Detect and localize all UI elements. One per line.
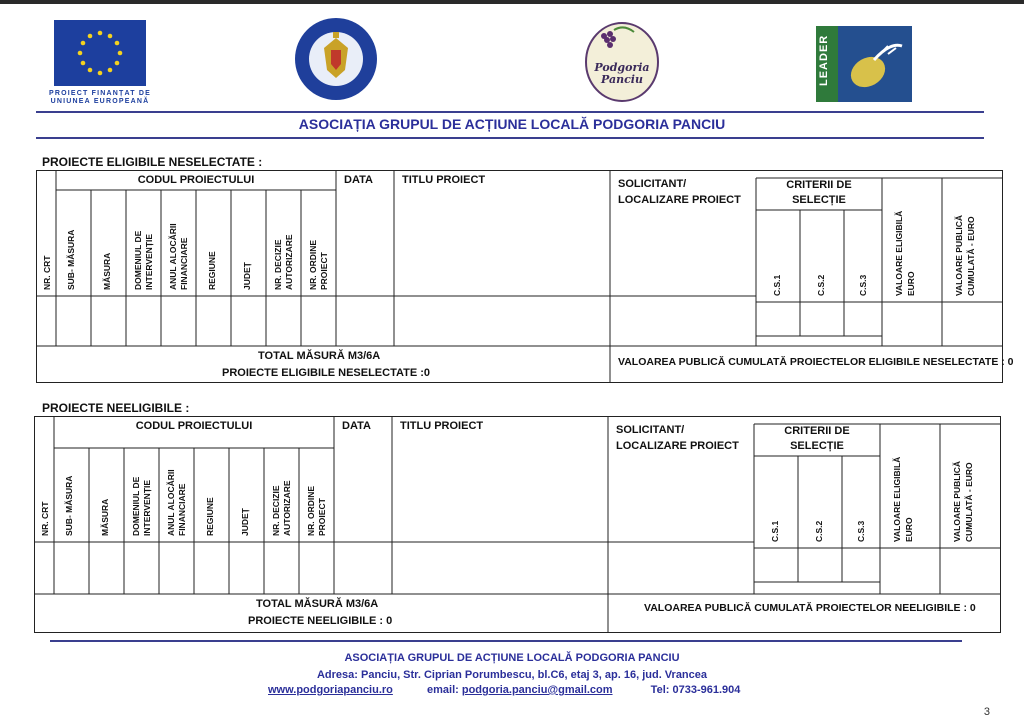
eu-caption-line2: UNIUNEA EUROPEANĂ [50,98,150,105]
gal-logo-text: Podgoria Panciu [594,61,650,86]
col-titlu-proiect: TITLU PROIECT [400,420,484,432]
col-valoare-publica-line2: CUMULATĂ - EURO [966,216,976,296]
ministry-seal-logo [293,16,379,102]
col-cs1: C.S.1 [772,274,782,296]
col-data: DATA [344,174,373,186]
col-judet: JUDEȚ [242,262,252,290]
col-regiune: REGIUNE [207,251,217,290]
section-title-neeligibile: PROIECTE NEELIGIBILE : [42,401,190,415]
col-decizie-line2: AUTORIZARE [282,480,292,536]
col-data: DATA [342,420,371,432]
total-masura-label: TOTAL MĂSURĂ M3/6A [256,598,379,610]
gal-podgoria-logo [584,22,660,102]
col-codul-proiectului: CODUL PROIECTULUI [137,174,255,186]
col-solicitant-line2: LOCALIZARE PROIECT [616,440,739,452]
total-proiecte-count: PROIECTE ELIGIBILE NESELECTATE :0 [222,367,431,379]
telephone: Tel: 0733-961.904 [650,684,741,696]
col-valoare-publica-line2: CUMULATĂ - EURO [964,462,974,542]
col-cs1: C.S.1 [770,520,780,542]
email-label: email: [427,684,459,696]
col-nr-crt: NR. CRT [42,255,52,290]
col-decizie-line1: NR. DECIZIE [271,485,281,536]
header-rule-bottom [36,137,984,139]
table-neeligibile [34,416,1002,634]
col-domeniul-line2: INTERVENȚIE [142,479,152,536]
col-ordine-line2: PROIECT [319,252,329,290]
eu-flag-logo [54,20,146,86]
leader-text: LEADER [818,34,830,86]
total-proiecte-count: PROIECTE NEELIGIBILE : 0 [248,615,393,627]
eu-caption-line1: PROIECT FINANȚAT DE [48,90,151,97]
footer-contacts [268,684,740,696]
col-domeniul-line1: DOMENIUL DE [131,476,141,536]
col-criterii-line2: SELECȚIE [792,194,846,206]
table-eligibile-neselectate [36,170,1014,384]
col-ordine-line2: PROIECT [317,498,327,536]
col-masura: MĂSURA [102,252,112,290]
eu-caption [48,90,152,106]
col-valoare-publica-line1: VALOARE PUBLICĂ [952,460,962,542]
leader-emblem-icon [816,26,912,102]
col-nr-crt: NR. CRT [40,501,50,536]
scan-top-edge [0,0,1024,4]
col-criterii-line2: SELECȚIE [790,440,844,452]
footer-address: Adresa: Panciu, Str. Ciprian Porumbescu, bl.C6, etaj 3, ap. 16, jud. Vrancea [316,669,708,681]
ministry-seal-icon [293,16,379,102]
col-valoare-eligibila-line1: VALOARE ELIGIBILĂ [892,456,902,542]
col-decizie-line1: NR. DECIZIE [273,239,283,290]
col-cs2: C.S.2 [816,274,826,296]
col-anul-line2: FINANCIARE [177,483,187,536]
page-number: 3 [983,706,990,718]
col-regiune: REGIUNE [205,497,215,536]
col-ordine-line1: NR. ORDINE [308,239,318,290]
header-rule-top [36,111,984,113]
col-titlu-proiect: TITLU PROIECT [402,174,486,186]
col-ordine-line1: NR. ORDINE [306,485,316,536]
col-valoare-eligibila-line2: EURO [906,271,916,296]
col-anul-line1: ANUL ALOCĂRII [166,469,176,536]
email-link[interactable]: podgoria.panciu@gmail.com [461,684,613,696]
website-link[interactable]: www.podgoriapanciu.ro [268,684,393,696]
eu-stars-icon [54,20,146,86]
col-valoare-eligibila-line1: VALOARE ELIGIBILĂ [894,210,904,296]
col-masura: MĂSURA [100,498,110,536]
col-anul-line1: ANUL ALOCĂRII [168,223,178,290]
col-codul-proiectului: CODUL PROIECTULUI [135,420,253,432]
col-domeniul-line1: DOMENIUL DE [133,230,143,290]
col-cs3: C.S.3 [858,274,868,296]
col-decizie-line2: AUTORIZARE [284,234,294,290]
col-valoare-eligibila-line2: EURO [904,517,914,542]
valoarea-publica-cumulata: VALOAREA PUBLICĂ CUMULATĂ PROIECTELOR ELIGIBILE NESELECTATE : 0 [618,356,1014,368]
col-valoare-publica-line1: VALOARE PUBLICĂ [954,214,964,296]
ministry-seal-text [293,16,294,17]
col-criterii-line1: CRITERII DE [786,179,852,191]
col-anul-line2: FINANCIARE [179,237,189,290]
col-sub-masura: SUB- MĂSURA [66,229,76,290]
association-title: ASOCIAȚIA GRUPUL DE ACȚIUNE LOCALĂ PODGORIA PANCIU [298,116,726,132]
footer-association: ASOCIAȚIA GRUPUL DE ACȚIUNE LOCALĂ PODGORIA PANCIU [344,652,680,664]
valoarea-publica-cumulata: VALOAREA PUBLICĂ CUMULATĂ PROIECTELOR NEELIGIBILE : 0 [644,602,976,614]
leader-logo [816,26,912,102]
col-sub-masura: SUB- MĂSURA [64,475,74,536]
col-cs2: C.S.2 [814,520,824,542]
col-solicitant-line1: SOLICITANT/ [616,424,685,436]
col-solicitant-line2: LOCALIZARE PROIECT [618,194,741,206]
total-masura-label: TOTAL MĂSURĂ M3/6A [258,350,381,362]
col-cs3: C.S.3 [856,520,866,542]
col-judet: JUDEȚ [240,508,250,536]
col-solicitant-line1: SOLICITANT/ [618,178,687,190]
footer-rule [50,640,962,642]
col-criterii-line1: CRITERII DE [784,425,850,437]
section-title-eligibile-neselectate: PROIECTE ELIGIBILE NESELECTATE : [42,155,263,169]
col-domeniul-line2: INTERVENȚIE [144,233,154,290]
